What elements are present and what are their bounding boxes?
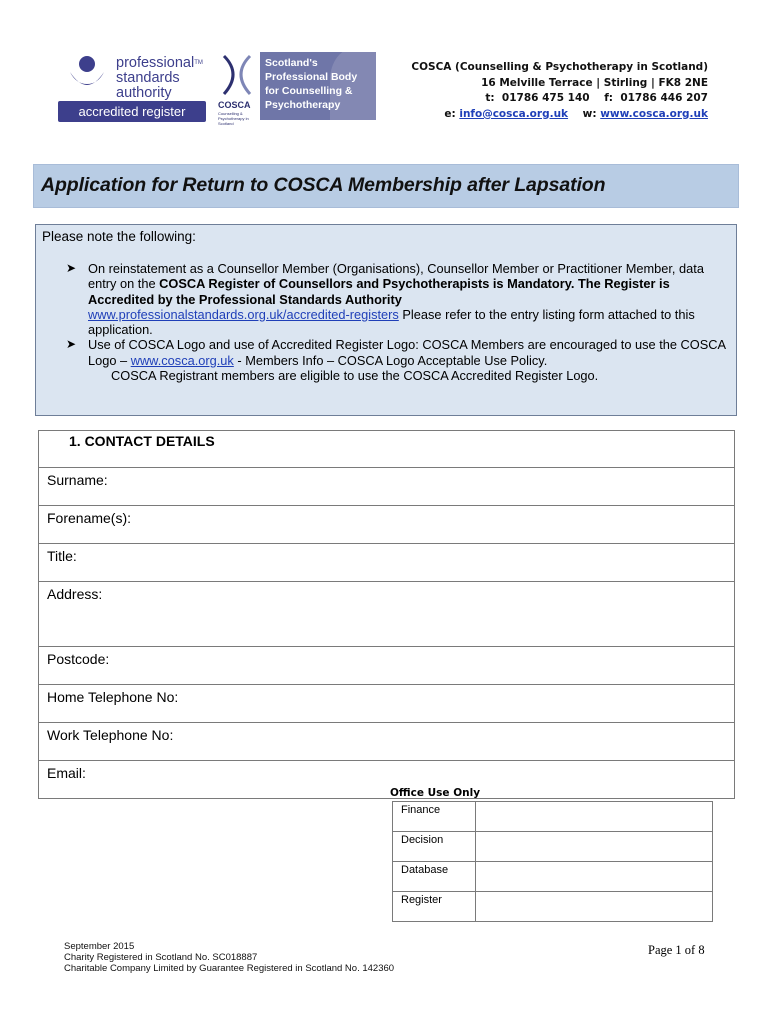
cosca-name: COSCA [218, 100, 251, 110]
contact-details-table [38, 430, 735, 799]
notes-lead: Please note the following: [42, 229, 196, 244]
organisation-contact-block [411, 60, 708, 122]
section-heading: 1. CONTACT DETAILS [39, 431, 735, 468]
postcode-field[interactable]: Postcode: [39, 647, 735, 685]
website-link[interactable]: www.cosca.org.uk [600, 107, 708, 120]
office-use-label: Office Use Only [390, 787, 481, 799]
footer-date: September 2015 [64, 941, 135, 952]
cosca-symbol-icon [216, 52, 258, 98]
office-row-label: Decision [393, 832, 476, 862]
psa-accredited-register-logo [58, 50, 206, 126]
page-title: Application for Return to COSCA Membership after Lapsation [41, 174, 606, 196]
footer-company: Charitable Company Limited by Guarantee Registered in Scotland No. 142360 [64, 963, 395, 974]
office-row-label: Register [393, 892, 476, 922]
person-icon [68, 54, 106, 94]
notes-box [35, 224, 737, 416]
psa-wordmark: professional™ standards authority [116, 55, 203, 101]
forenames-field[interactable]: Forename(s): [39, 506, 735, 544]
title-band [33, 164, 739, 208]
decision-value-cell[interactable] [476, 832, 713, 862]
footer [64, 941, 394, 974]
email-link[interactable]: info@cosca.org.uk [459, 107, 569, 120]
office-row-label: Database [393, 862, 476, 892]
finance-value-cell[interactable] [476, 802, 713, 832]
org-phones: t: 01786 475 140 f: 01786 446 207 [485, 92, 708, 104]
email-field[interactable]: Email: [39, 761, 735, 799]
title-field[interactable]: Title: [39, 544, 735, 582]
notes-list [66, 261, 726, 383]
psa-banner: accredited register [58, 101, 206, 122]
register-value-cell[interactable] [476, 892, 713, 922]
footer-charity: Charity Registered in Scotland No. SC018887 [64, 952, 258, 963]
page-number: Page 1 of 8 [648, 943, 705, 957]
registrant-note: COSCA Registrant members are eligible to use the COSCA Accredited Register Logo. [111, 368, 599, 384]
cosca-tagline-box [260, 52, 376, 120]
list-item: ➤ Use of COSCA Logo and use of Accredited Register Logo: COSCA Members are encouraged to use the COSCA Logo – www.cosca.org.uk - Members Info – COSCA Logo Acceptable Use Policy. COSCA Registrant members are eligible to use the COSCA Accredited Register Logo. [66, 337, 726, 384]
cosca-website-link[interactable]: www.cosca.org.uk [130, 352, 234, 368]
cosca-mark [216, 52, 258, 126]
org-name: COSCA (Counselling & Psychotherapy in Scotland) [411, 61, 708, 73]
home-telephone-field[interactable]: Home Telephone No: [39, 685, 735, 723]
address-field[interactable]: Address: [39, 582, 735, 647]
tagline-line: Scotland's [265, 57, 318, 69]
cosca-subtitle: Counselling & Psychotherapy in Scotland [218, 111, 249, 126]
org-address: 16 Melville Terrace | Stirling | FK8 2NE [481, 76, 708, 89]
surname-field[interactable]: Surname: [39, 468, 735, 506]
database-value-cell[interactable] [476, 862, 713, 892]
office-use-table [392, 801, 713, 922]
tagline-line: for Counselling & [265, 85, 353, 97]
tagline-line: Professional Body [265, 71, 358, 83]
tagline-line: Psychotherapy [265, 99, 341, 111]
arrow-bullet-icon: ➤ [66, 337, 77, 352]
office-row-label: Finance [393, 802, 476, 832]
arrow-bullet-icon: ➤ [66, 261, 77, 275]
work-telephone-field[interactable]: Work Telephone No: [39, 723, 735, 761]
list-item: ➤ On reinstatement as a Counsellor Member (Organisations), Counsellor Member or Practitioner Member, data entry on the COSCA Register of Counsellors and Psychotherapists is Mandatory. The Register is Accredited by the Professional Standards Authority www.professionalstandards.org.uk/accredited-registers Please refer to the entry listing form attached to this application. [66, 261, 704, 338]
psa-registers-link[interactable]: www.professionalstandards.org.uk/accredited-registers [88, 306, 399, 322]
cosca-logo [216, 52, 376, 126]
org-email-web: e: info@cosca.org.uk w: www.cosca.org.uk [444, 107, 708, 120]
